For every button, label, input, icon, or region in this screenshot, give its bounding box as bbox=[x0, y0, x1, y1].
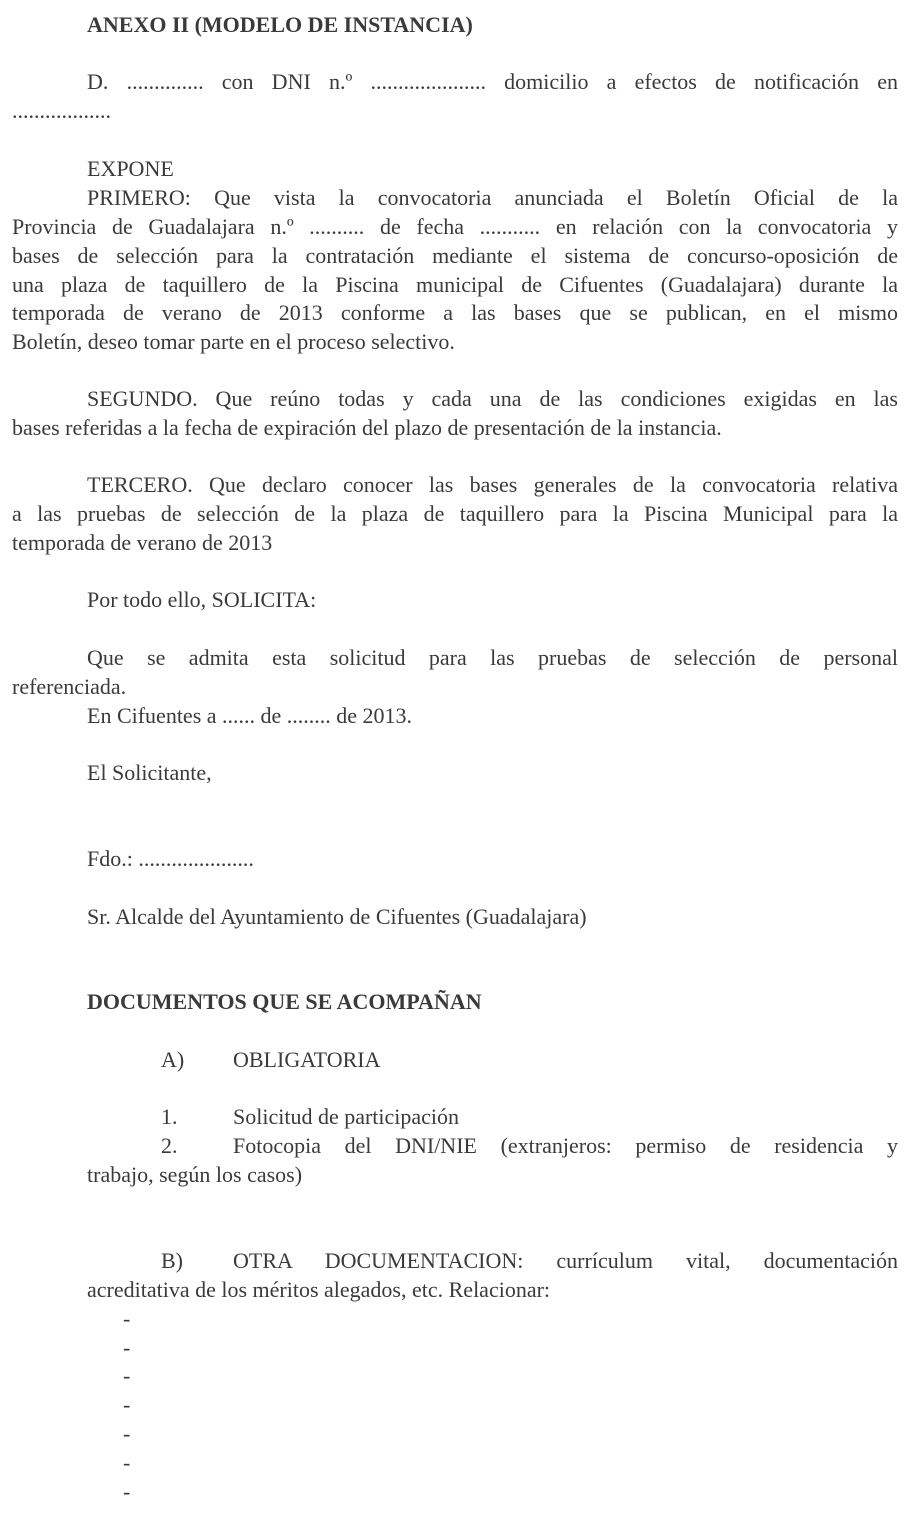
section-b-text: OTRA DOCUMENTACION: currículum vital, documentación bbox=[233, 1248, 898, 1273]
applicant-line: D. .............. con DNI n.º ..................... domicilio a efectos de notificación en bbox=[87, 69, 898, 94]
section-a-marker: A) bbox=[161, 1047, 185, 1072]
tercero-line: TERCERO. Que declaro conocer las bases generales de la convocatoria relativa bbox=[87, 472, 898, 497]
address-line: .................. bbox=[12, 98, 111, 123]
applicant-label: El Solicitante, bbox=[87, 760, 212, 785]
addressee-line: Sr. Alcalde del Ayuntamiento de Cifuentes (Guadalajara) bbox=[87, 904, 587, 929]
solicita-body-line: referenciada. bbox=[12, 674, 127, 699]
dash-item: - bbox=[123, 1450, 131, 1475]
primero-line: PRIMERO: Que vista la convocatoria anunciada el Boletín Oficial de la bbox=[87, 185, 898, 210]
section-b-text: acreditativa de los méritos alegados, etc. Relacionar: bbox=[87, 1277, 551, 1302]
document-title: ANEXO II (MODELO DE INSTANCIA) bbox=[87, 12, 473, 37]
list-item-text: Solicitud de participación bbox=[233, 1104, 460, 1129]
primero-line: temporada de verano de 2013 conforme a las bases que se publican, en el mismo bbox=[12, 300, 898, 325]
primero-line: una plaza de taquillero de la Piscina municipal de Cifuentes (Guadalajara) durante la bbox=[12, 272, 898, 297]
dash-item: - bbox=[123, 1479, 131, 1504]
signature-line: Fdo.: ..................... bbox=[87, 846, 254, 871]
segundo-line: SEGUNDO. Que reúno todas y cada una de las condiciones exigidas en las bbox=[87, 386, 898, 411]
tercero-line: a las pruebas de selección de la plaza de taquillero para la Piscina Municipal para la bbox=[12, 501, 898, 526]
dash-item: - bbox=[123, 1392, 131, 1417]
place-date-line: En Cifuentes a ...... de ........ de 2013. bbox=[87, 703, 413, 728]
list-item-text: trabajo, según los casos) bbox=[87, 1162, 303, 1187]
dash-item: - bbox=[123, 1363, 131, 1388]
dash-item: - bbox=[123, 1335, 131, 1360]
tercero-line: temporada de verano de 2013 bbox=[12, 530, 273, 555]
dash-item: - bbox=[123, 1421, 131, 1446]
segundo-line: bases referidas a la fecha de expiración del plazo de presentación de la instancia. bbox=[12, 415, 722, 440]
solicita-heading: Por todo ello, SOLICITA: bbox=[87, 587, 317, 612]
list-item-text: Fotocopia del DNI/NIE (extranjeros: permiso de residencia y bbox=[233, 1133, 898, 1158]
primero-line: bases de selección para la contratación mediante el sistema de concurso-oposición de bbox=[12, 243, 898, 268]
list-item-marker: 2. bbox=[161, 1133, 178, 1158]
primero-line: Boletín, deseo tomar parte en el proceso selectivo. bbox=[12, 329, 455, 354]
section-a-label: OBLIGATORIA bbox=[233, 1047, 381, 1072]
list-item-marker: 1. bbox=[161, 1104, 178, 1129]
section-b-marker: B) bbox=[161, 1248, 183, 1273]
primero-line: Provincia de Guadalajara n.º .......... de fecha ........... en relación con la convocatoria y bbox=[12, 214, 898, 239]
dash-item: - bbox=[123, 1306, 131, 1331]
expone-heading: EXPONE bbox=[87, 156, 174, 181]
solicita-body-line: Que se admita esta solicitud para las pruebas de selección de personal bbox=[87, 645, 898, 670]
documents-heading: DOCUMENTOS QUE SE ACOMPAÑAN bbox=[87, 989, 482, 1014]
